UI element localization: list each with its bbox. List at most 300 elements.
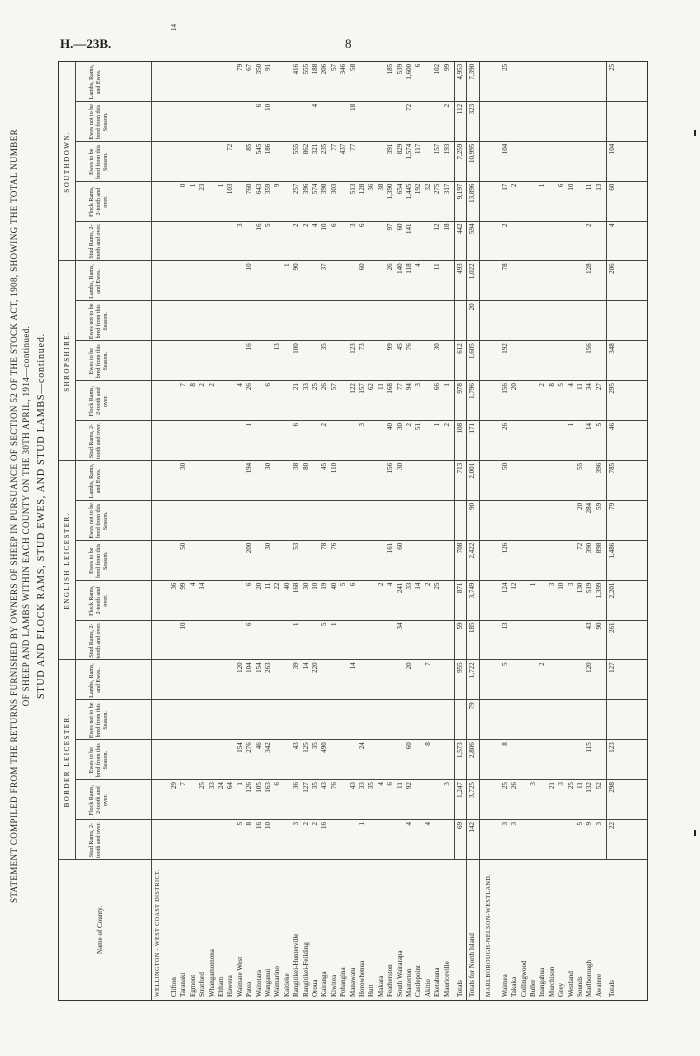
cell-value: 4,953 [456,63,465,80]
cell-value: 6 [557,183,566,188]
table-row [501,62,510,1000]
table-row [179,62,188,1000]
table-row [367,62,376,1000]
cell-value: 11 [433,263,442,271]
cell-value: 76 [329,782,338,790]
table-row [302,62,311,1000]
breed-group-header: ENGLISH LEICESTER. [63,512,71,610]
cell-value: 20 [468,303,477,311]
cell-value: 6 [273,782,282,786]
cell-value: 6 [292,423,301,427]
cell-value: 10 [320,223,329,231]
cell-value: 43 [348,782,357,790]
cell-value: 30 [395,423,404,430]
cell-value: 760 [245,183,254,195]
cell-value: 10 [264,822,273,829]
cell-value: 26 [500,423,509,430]
cell-value: 99 [442,63,451,71]
table-row [433,62,442,1000]
cell-value: 157 [433,143,442,155]
table-row [198,62,207,1000]
cell-value: 171 [468,423,477,434]
cell-value: 104 [500,143,509,155]
cell-value: 1,574 [405,143,414,160]
cell-value: 574 [311,183,320,195]
cell-value: 126 [500,542,509,554]
cell-value: 33 [405,582,414,590]
cell-value: 185 [386,63,395,75]
cell-value: 128 [358,183,367,195]
cell-value: 53 [292,542,301,550]
cell-value: 104 [245,662,254,673]
table-row [386,62,395,1000]
table-row [217,62,226,1000]
cell-value: 37 [320,263,329,271]
cell-value: 4 [423,822,432,826]
cell-value: 2 [292,223,301,227]
cell-value: 17 [500,183,509,191]
cell-value: 18 [348,103,357,111]
county-name: Sounds [576,976,585,997]
cell-value: 2,422 [468,542,477,559]
table-row [208,62,217,1000]
table-row [585,62,594,1000]
cell-value: 20 [510,383,519,391]
cell-value: 10 [245,263,254,271]
table-row [396,62,405,1000]
cell-value: 10,995 [468,143,477,163]
breed-group-header: SOUTHDOWN. [63,130,71,193]
cell-value: 91 [264,63,273,71]
county-name: Kaitieke [282,973,291,997]
table-row [170,24,179,1000]
cell-value: 4 [414,263,423,267]
cell-value: 235 [320,143,329,155]
cell-value: 8 [500,742,509,746]
cell-value: 20 [405,662,414,670]
cell-value: 78 [500,263,509,271]
cell-value: 90 [594,622,603,630]
cell-value: 2,001 [468,462,477,479]
cell-value: 29 [170,782,179,790]
county-name: Manawatu [348,967,357,997]
table-row [273,62,282,1000]
cell-value: 3 [358,423,367,427]
cell-value: 5 [594,423,603,427]
cell-value: 3 [500,822,509,826]
cell-value: 1 [529,582,538,587]
table-row [264,62,273,1000]
cell-value: 20 [254,582,263,590]
cell-value: 16 [320,822,329,829]
county-name: Westland [566,971,575,997]
column-subheader: Lambs, Rams, and Ewes. [89,463,102,499]
cell-value: 1,796 [468,383,477,399]
cell-value: 350 [254,63,263,75]
cell-value: 60 [395,542,404,550]
cell-value: 33 [301,383,310,391]
cell-value: 317 [442,183,451,195]
cell-value: 3 [348,223,357,227]
cell-value: 2 [301,223,310,227]
county-name: Masterton [405,968,414,997]
cell-value: 60 [395,223,404,231]
cell-value: 194 [245,462,254,474]
cell-value: 117 [414,143,423,154]
margin-mark [694,830,696,836]
cell-value: 4 [608,223,617,227]
cell-value: 323 [468,103,477,115]
cell-value: 11 [264,582,273,590]
column-subheader: Ewes to be bred from this Season. [89,344,109,379]
cell-value: 9 [585,822,594,826]
cell-value: 154 [254,662,263,673]
cell-value: 1 [292,622,301,626]
cell-value: 72 [405,103,414,111]
cell-value: 442 [456,223,465,234]
cell-value: 24 [358,742,367,750]
cell-value: 2 [207,383,216,387]
cell-value: 77 [348,143,357,151]
cell-value: 80 [301,462,310,470]
table-row [510,62,519,1000]
county-name: Akitio [423,979,432,997]
cell-value: 30 [433,343,442,351]
cell-value: 8 [245,822,254,826]
table-row [189,62,198,1000]
cell-value: 92 [405,782,414,790]
cell-value: 59 [456,622,465,630]
cell-value: 8 [423,742,432,746]
table-row [567,62,576,1000]
county-name: Taranaki [179,972,188,997]
cell-value: 32 [423,183,432,191]
cell-value: 78 [320,542,329,550]
column-subheader: Ewes not to be bred from this Season. [89,503,109,539]
cell-value: 1,573 [456,742,465,758]
totals-rule [454,62,455,860]
cell-value: 30 [264,462,273,470]
cell-value: 2 [538,383,547,387]
cell-value: 140 [395,263,404,274]
breed-group-header: SHROPSHIRE. [63,330,71,392]
cell-value: 156 [585,343,594,354]
table-row [529,62,538,1000]
cell-value: 3 [529,782,538,786]
cell-value: 2,201 [608,582,617,599]
cell-value: 85 [245,143,254,151]
cell-value: 97 [386,223,395,231]
county-name: Kiwitea [329,974,338,997]
county-name: Mauriceville [442,961,451,997]
cell-value: 59 [594,502,603,510]
cell-value: 161 [386,542,395,554]
cell-value: 14 [348,662,357,670]
cell-value: 35 [311,742,320,750]
cell-value: 2 [442,103,451,108]
cell-value: 1,722 [468,662,477,679]
cell-value: 7 [179,782,188,786]
cell-value: 100 [292,343,301,354]
cell-value: 52 [594,782,603,790]
cell-value: 157 [358,383,367,394]
cell-value: 34 [585,383,594,391]
cell-value: 6 [358,223,367,227]
cell-value: 36 [292,782,301,790]
cell-value: 1,399 [594,582,603,599]
cell-value: 188 [311,63,320,75]
cell-value: 39 [292,662,301,670]
cell-value: 43 [585,622,594,630]
cell-value: 4 [235,383,244,387]
cell-value: 220 [311,662,320,673]
cell-value: 60 [405,742,414,750]
cell-value: 14 [414,582,423,590]
cell-value: 50 [500,462,509,470]
cell-value: 10 [264,103,273,111]
county-name: Rangitikei-Hunterville [292,933,301,997]
cell-value: 22 [608,822,617,829]
cell-value: 24 [217,782,226,790]
cell-value: 57 [329,63,338,71]
table-row [538,62,547,1000]
cell-value: 25 [608,63,617,71]
cell-value: 99 [179,582,188,590]
cell-value: 416 [292,63,301,75]
cell-value: 4 [405,822,414,826]
cell-value: 391 [386,143,395,155]
cell-value: 1 [217,183,226,188]
cell-value: 62 [367,383,376,391]
cell-value: 1,247 [456,782,465,798]
cell-value: 127 [301,782,310,793]
cell-value: 398 [320,183,329,195]
county-name: Totals [608,979,617,997]
cell-value: 3 [557,782,566,786]
north-island-rule [479,62,480,1000]
table-row [377,62,386,1000]
cell-value: 261 [608,622,617,633]
cell-value: 192 [414,183,423,195]
cell-value: 2 [423,582,432,587]
document-code: H.—23B. [60,36,112,51]
cell-value: 7 [423,662,432,666]
cell-value: 141 [405,223,414,234]
cell-value: 3 [235,223,244,227]
county-name: Waimate West [235,956,244,997]
cell-value: 11 [576,383,585,390]
cell-value: 1 [358,822,367,826]
north-island-totals-row [468,62,477,1000]
county-name: Awatere [594,973,603,997]
county-name: Takaka [510,976,519,997]
table-row [320,62,329,1000]
cell-value: 5 [320,622,329,626]
county-name: Kairanga [320,971,329,997]
cell-value: 30 [179,462,188,470]
cell-value: 72 [226,143,235,151]
cell-value: 21 [292,383,301,391]
cell-value: 3 [414,383,423,387]
cell-value: 40 [282,582,291,590]
cell-value: 64 [226,782,235,790]
cell-value: 46 [254,742,263,750]
cell-value: 156 [386,462,395,474]
county-name: Waimea [500,974,509,997]
totals-row [456,62,465,1000]
cell-value: 103 [226,183,235,195]
cell-value: 22 [273,582,282,590]
cell-value: 76 [329,542,338,550]
cell-value: 298 [608,782,617,793]
county-name: Horowhenua [358,960,367,997]
cell-value: 4 [566,383,575,387]
column-subheader: Flock Rams, 2-tooth and over. [89,585,109,616]
cell-value: 25 [500,782,509,790]
table-row [311,62,320,1000]
cell-value: 124 [500,582,509,594]
cell-value: 45 [320,462,329,470]
cell-value: 20 [576,502,585,510]
statement-subtitle: STUD AND FLOCK RAMS, STUD EWES, AND STUD LAMBS—continued. [36,333,47,699]
cell-value: 11 [576,782,585,789]
totals-row [608,62,617,1000]
cell-value: 76 [405,343,414,351]
county-name: Featherston [386,964,395,997]
cell-value: 115 [585,742,594,753]
table-row [595,62,604,1000]
column-subheader: Ewes to be bred from this Season. [89,543,109,578]
cell-value: 35 [311,782,320,790]
breed-group-header: BORDER LEICESTER. [63,713,71,808]
cell-value: 79 [608,502,617,510]
table-row [349,62,358,1000]
cell-value: 1,486 [608,542,617,559]
cell-value: 303 [329,183,338,195]
cell-value: 3,749 [468,582,477,599]
cell-value: 5 [264,223,273,227]
cell-value: 43 [320,782,329,790]
cell-value: 30 [301,582,310,590]
cell-value: 978 [456,383,465,394]
cell-value: 1 [538,183,547,188]
statement-title-line1: STATEMENT COMPILED FROM THE RETURNS FURNISHED BY OWNERS OF SHEEP IN PURSUANCE OF SECTION 52 OF THE STOCK ACT, 1908, SHOWING THE TOTAL NUMBER [9,128,19,904]
county-name: Collingwood [519,960,528,997]
cell-value: 555 [292,143,301,155]
cell-value: 5 [557,383,566,387]
cell-value: 359 [264,183,273,195]
cell-value: 23 [198,183,207,191]
cell-value: 7,390 [468,63,477,80]
cell-value: 612 [456,343,465,354]
cell-value: 437 [339,143,348,155]
cell-value: 36 [367,183,376,191]
cell-value: 2 [585,223,594,227]
cell-value: 38 [376,183,385,191]
cell-value: 654 [395,183,404,195]
cell-value: 1,600 [405,63,414,80]
cell-value: 643 [254,183,263,195]
column-subheader: Stud Rams, 2-tooth and over. [89,423,102,459]
cell-value: 156 [500,383,509,394]
county-name: Marlborough [585,960,594,997]
cell-value: 67 [245,63,254,71]
table-row [414,62,423,1000]
cell-value: 713 [456,462,465,474]
cell-value: 2 [500,223,509,227]
cell-value: 3 [594,822,603,826]
cell-value: 77 [329,143,338,151]
cell-value: 3 [510,822,519,826]
cell-value: 200 [245,542,254,554]
cell-value: 7,259 [456,143,465,160]
table-row [292,62,301,1000]
cell-value: 555 [301,63,310,75]
column-subheader: Stud Rams, 2-tooth and over. [89,622,102,659]
cell-value: 4 [188,582,197,587]
cell-value: 66 [433,383,442,391]
cell-value: 396 [594,462,603,474]
county-name: Inangahua [538,967,547,997]
table-row [424,62,433,1000]
cell-value: 102 [433,63,442,75]
cell-value: 18 [442,223,451,231]
cell-value: 43 [292,742,301,750]
cell-value: 21 [547,782,556,790]
county-name: Wanganui [264,968,273,997]
cell-value: 898 [594,542,603,554]
table-row [236,62,245,1000]
cell-value: 112 [456,103,465,115]
cell-value: 16 [245,343,254,351]
cell-value: 13 [500,622,509,630]
cell-value: 2 [198,383,207,387]
county-name: Eltham [217,976,226,997]
county-name: Buller [529,979,538,997]
cell-value: 1 [442,383,451,387]
cell-value: 206 [608,263,617,274]
cell-value: 45 [395,343,404,351]
cell-value: 1,390 [386,183,395,200]
cell-value: 126 [245,782,254,793]
cell-value: 69 [456,822,465,829]
table-row [255,62,264,1000]
cell-value: 50 [179,542,188,550]
county-name: Clifton [170,977,179,997]
cell-value: 6 [348,582,357,587]
cell-value: 0 [179,183,188,188]
cell-value: 94 [405,383,414,391]
cell-value: 79 [235,63,244,71]
cell-value: 51 [414,423,423,430]
cell-value: 104 [608,143,617,155]
cell-value: 10 [179,622,188,630]
header-rule [151,62,152,1000]
county-name: South Wairarapa [395,950,404,997]
cell-value: 11 [395,782,404,789]
cell-value: 6 [386,782,395,786]
cell-value: 58 [348,63,357,71]
cell-value: 11 [585,183,594,191]
cell-value: 168 [386,383,395,394]
cell-value: 263 [264,662,273,673]
cell-value: 90 [292,263,301,271]
cell-value: 545 [254,143,263,155]
county-column-header: Name of County. [96,906,104,954]
cell-value: 186 [264,143,273,155]
cell-value: 321 [311,143,320,155]
cell-value: 12 [433,223,442,231]
